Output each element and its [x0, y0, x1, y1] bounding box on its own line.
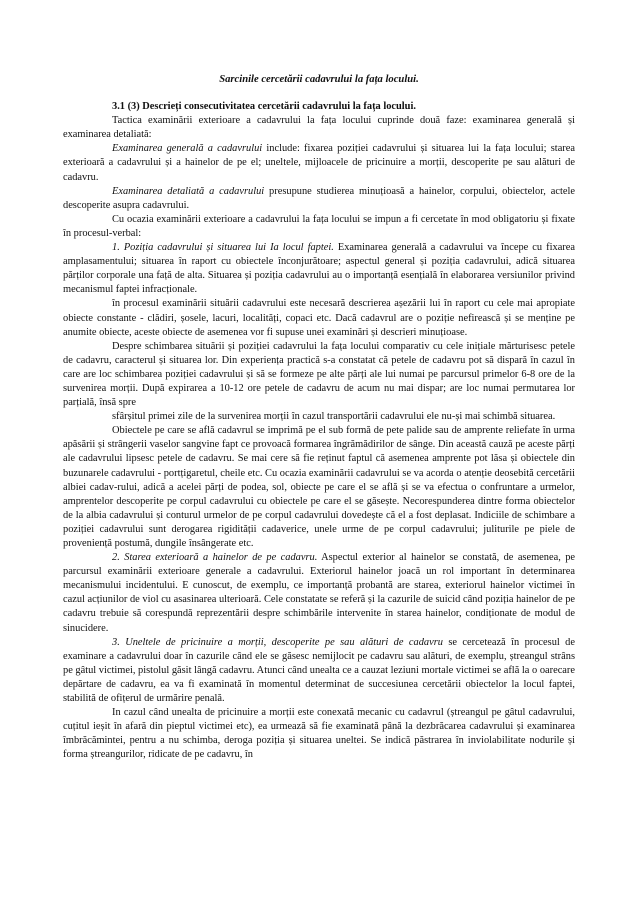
paragraph-text: presupune studierea minuțioasă a hainelor, corpului, obiectelor, actele descoperite asupra cadavrului.: [63, 185, 575, 211]
document-body: [63, 114, 575, 762]
paragraph-text: se cercetează în procesul de examinare a cadavrului doar în cazurile când ele se găsesc nemijlocit pe cadavru sau alături, de exemplu, ștreangul strâns pe gâtul victimei, pistolul găsit lângă cadavru. Atunci când unealta ce a cauzat leziuni mortale victimei se află la o oarecare depărtare de cadavru, ea va fi examinată în momentul determinat de succesiunea cercetării obiectelor la locul faptei, stabilită de ofițerul de urmărire penală.: [63, 636, 575, 705]
paragraph-text: In cazul când unealta de pricinuire a morții este conexată mecanic cu cadavrul (ștreangul pe gâtul cadavrului, cuțitul ieșit în afară din pieptul victimei etc), ea urmează să fie examinată până la dezbrăcarea cadavrului și examinarea îmbrăcămintei, pentru a nu schimba, deroga poziția și situarea uneltei. Se indică păstrarea în inviolabilitate nodurile și forma ștreangurilor, ridicate de pe cadavru, în: [63, 707, 575, 761]
paragraph-emphasis: 1. Poziția cadavrului și situarea lui Ia locul faptei.: [112, 242, 334, 254]
paragraph: [63, 142, 575, 184]
paragraph-emphasis: Examinarea generală a cadavrului: [112, 143, 263, 155]
paragraph-text: Cu ocazia examinării exterioare a cadavrului la fața locului se impun a fi cercetate în mod obligatoriu și fixate în procesul-verbal:: [63, 213, 575, 239]
paragraph-emphasis: 2. Starea exterioară a hainelor de pe cadavru.: [112, 552, 318, 564]
paragraph-text: include: fixarea poziției cadavrului și situarea lui la fața locului; starea exterioară a cadavrului și a hainelor de pe el; uneltele, mijloacele de pricinuire a morții, descoperite pe sau alături de cadavru.: [63, 143, 575, 183]
paragraph: [63, 213, 575, 241]
paragraph-text: în procesul examinării situării cadavrului este necesară descrierea așezării lui în raport cu cele mai apropiate obiecte constante - clădiri, șosele, lacuri, localități, copaci etc. Dacă cadavrul are o poziție nefirească și se menține pe anumite obiecte, aceste obiecte de asemenea vor fi supuse unei examinări și descrieri minuțioase.: [63, 298, 575, 338]
paragraph-emphasis: 3. Uneltele de pricinuire a morții, descoperite pe sau alături de cadavru: [112, 636, 443, 648]
paragraph: [63, 241, 575, 297]
paragraph: [63, 114, 575, 142]
paragraph: [63, 340, 575, 410]
document-title: Sarcinile cercetării cadavrului la fața locului.: [219, 74, 419, 85]
paragraph: [63, 424, 575, 551]
paragraph: [63, 551, 575, 636]
paragraph: [63, 706, 575, 762]
paragraph-text: Tactica examinării exterioare a cadavrului la fața locului cuprinde două faze: examinarea generală și examinarea detaliată:: [63, 115, 575, 141]
paragraph-text: Obiectele pe care se află cadavrul se imprimă pe el sub formă de pete palide sau de amprente reliefate în urma apăsării și strângerii vaselor sangvine fapt ce provoacă formarea îngrămădirilor de sânge. Din această cauză pe aceste părți ale cadavrului lipsesc petele de cadavru. Se mai cere să fie reținut faptul că asemenea amprente pot lăsa și obiectele din buzunarele cadavrului - portțigaretul, cheile etc. Cu ocazia examinării cadavrului se va acorda o atenție deosebită cercetării albiei cadav-rului, adică a acelei părți de podea, sol, obiecte pe care el se află și se va efectua o confruntare a urmelor, amprentelor descoperite pe corpul cadavrului cu obiectele pe care el se găsește. Necorespunderea dintre forma obiectelor de la albia cadavrului și conturul urmelor de pe corpul cadavrului dovedește că el a fost deplasat. Indiciile de schimbare a poziției cadavrului sunt derogarea rigidității cadaverice, unele urme de pe corpul cadavrului; juliturile pe piele de proveniență postumă, dungile însângerate etc.: [63, 425, 575, 549]
paragraph-text: sfârșitul primei zile de la survenirea morții în cazul transportării cadavrului ele nu-și mai schimbă situarea.: [112, 411, 556, 423]
paragraph: [63, 297, 575, 339]
paragraph-text: Examinarea generală a cadavrului va începe cu fixarea amplasamentului; situarea în raport cu obiectele înconjurătoare; aspectul general și poziția cadavrului, adică situarea părților corporale una față de alta. Situarea și poziția cadavrului au o importanță esențială în elaborarea versiunilor privind mecanismul faptei infracționale.: [63, 242, 575, 296]
paragraph: [63, 185, 575, 213]
paragraph-emphasis: Examinarea detaliată a cadavrului: [112, 185, 265, 197]
paragraph-text: Aspectul exterior al hainelor se constată, de asemenea, pe parcursul examinării exterioare generale a cadavrului. Exteriorul hainelor joacă un rol important în determinarea mecanismului incidentului. E cunoscut, de exemplu, ce importanță probantă are starea, exteriorul hainelor victimei în cazul acțiunilor de viol cu asasinarea ulterioară. Cele constatate se referă și la cazurile de suicid când poziția hainelor de pe cadavru trebuie să corespundă reprezentării despre schimbările intervenite în starea hainelor, condiționate de modul de sinucidere.: [63, 552, 576, 634]
document-page: [63, 73, 575, 763]
paragraph: [63, 636, 575, 706]
paragraph-text: Despre schimbarea situării și poziției cadavrului la fața locului comparativ cu cele inițiale mărturisesc petele de cadavru, caracterul și situarea lor. Din experiența practică s-a constatat că petele de cadavru pot să dispară în cazul în care are loc schimbarea poziției cadavrului și să se formeze pe alte părți ale lui numai pe parcursul primelor 6-8 ore de la survenirea morții. După expirarea a 10-12 ore petele de cadavru de acum nu mai dispar; are loc numai permutarea lor parțială, însă spre: [63, 340, 575, 409]
section-heading: 3.1 (3) Descrieți consecutivitatea cercetării cadavrului la fața locului.: [112, 101, 416, 113]
paragraph: [63, 410, 575, 424]
